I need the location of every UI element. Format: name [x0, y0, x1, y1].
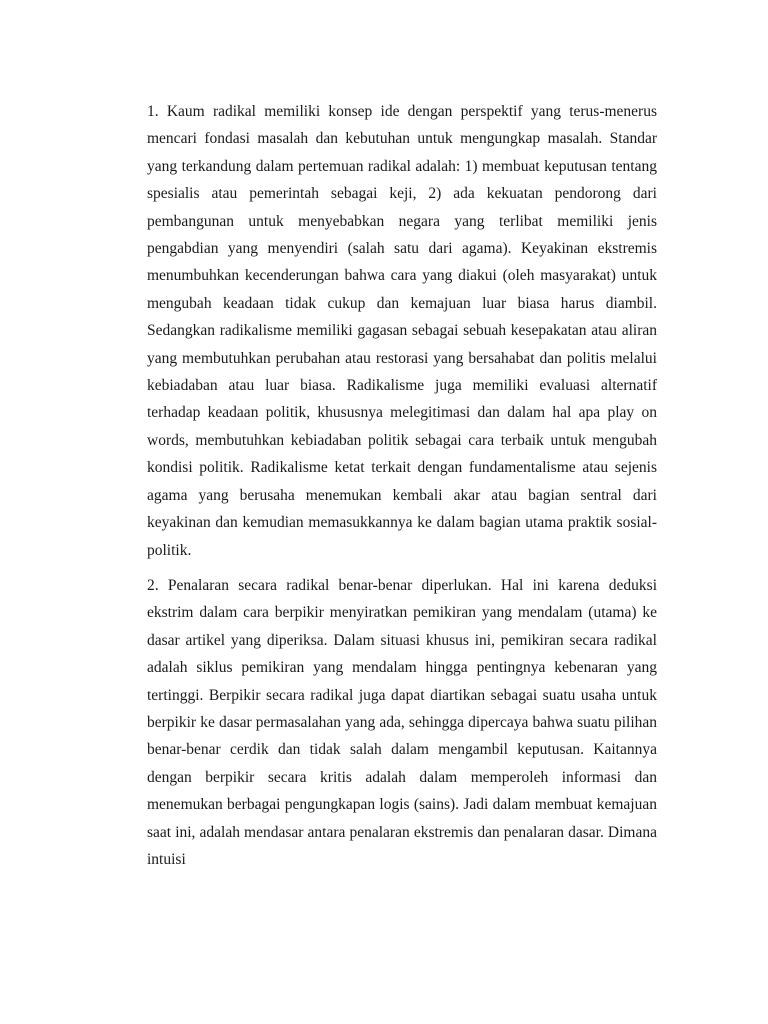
- paragraph-1: 1. Kaum radikal memiliki konsep ide dengan perspektif yang terus-menerus mencari fondasi masalah dan kebutuhan untuk mengungkap masalah. Standar yang terkandung dalam pertemuan radikal adalah: 1) membuat keputusan tentang spesialis atau pemerintah sebagai keji, 2) ada kekuatan pendorong dari pembangunan untuk menyebabkan negara yang terlibat memiliki jenis pengabdian yang menyendiri (salah satu dari agama). Keyakinan ekstremis menumbuhkan kecenderungan bahwa cara yang diakui (oleh masyarakat) untuk mengubah keadaan tidak cukup dan kemajuan luar biasa harus diambil. Sedangkan radikalisme memiliki gagasan sebagai sebuah kesepakatan atau aliran yang membutuhkan perubahan atau restorasi yang bersahabat dan politis melalui kebiadaban atau luar biasa. Radikalisme juga memiliki evaluasi alternatif terhadap keadaan politik, khususnya melegitimasi dan dalam hal apa play on words, membutuhkan kebiadaban politik sebagai cara terbaik untuk mengubah kondisi politik. Radikalisme ketat terkait dengan fundamentalisme atau sejenis agama yang berusaha menemukan kembali akar atau bagian sentral dari keyakinan dan kemudian memasukkannya ke dalam bagian utama praktik sosial-politik.: [147, 103, 657, 559]
- document-body: [147, 98, 657, 881]
- paragraph-2: 2. Penalaran secara radikal benar-benar diperlukan. Hal ini karena deduksi ekstrim dalam cara berpikir menyiratkan pemikiran yang mendalam (utama) ke dasar artikel yang diperiksa. Dalam situasi khusus ini, pemikiran secara radikal adalah siklus pemikiran yang mendalam hingga pentingnya kebenaran yang tertinggi. Berpikir secara radikal juga dapat diartikan sebagai suatu usaha untuk berpikir ke dasar permasalahan yang ada, sehingga dipercaya bahwa suatu pilihan benar-benar cerdik dan tidak salah dalam mengambil keputusan. Kaitannya dengan berpikir secara kritis adalah dalam memperoleh informasi dan menemukan berbagai pengungkapan logis (sains). Jadi dalam membuat kemajuan saat ini, adalah mendasar antara penalaran ekstremis dan penalaran dasar. Dimana intuisi: [147, 576, 657, 868]
